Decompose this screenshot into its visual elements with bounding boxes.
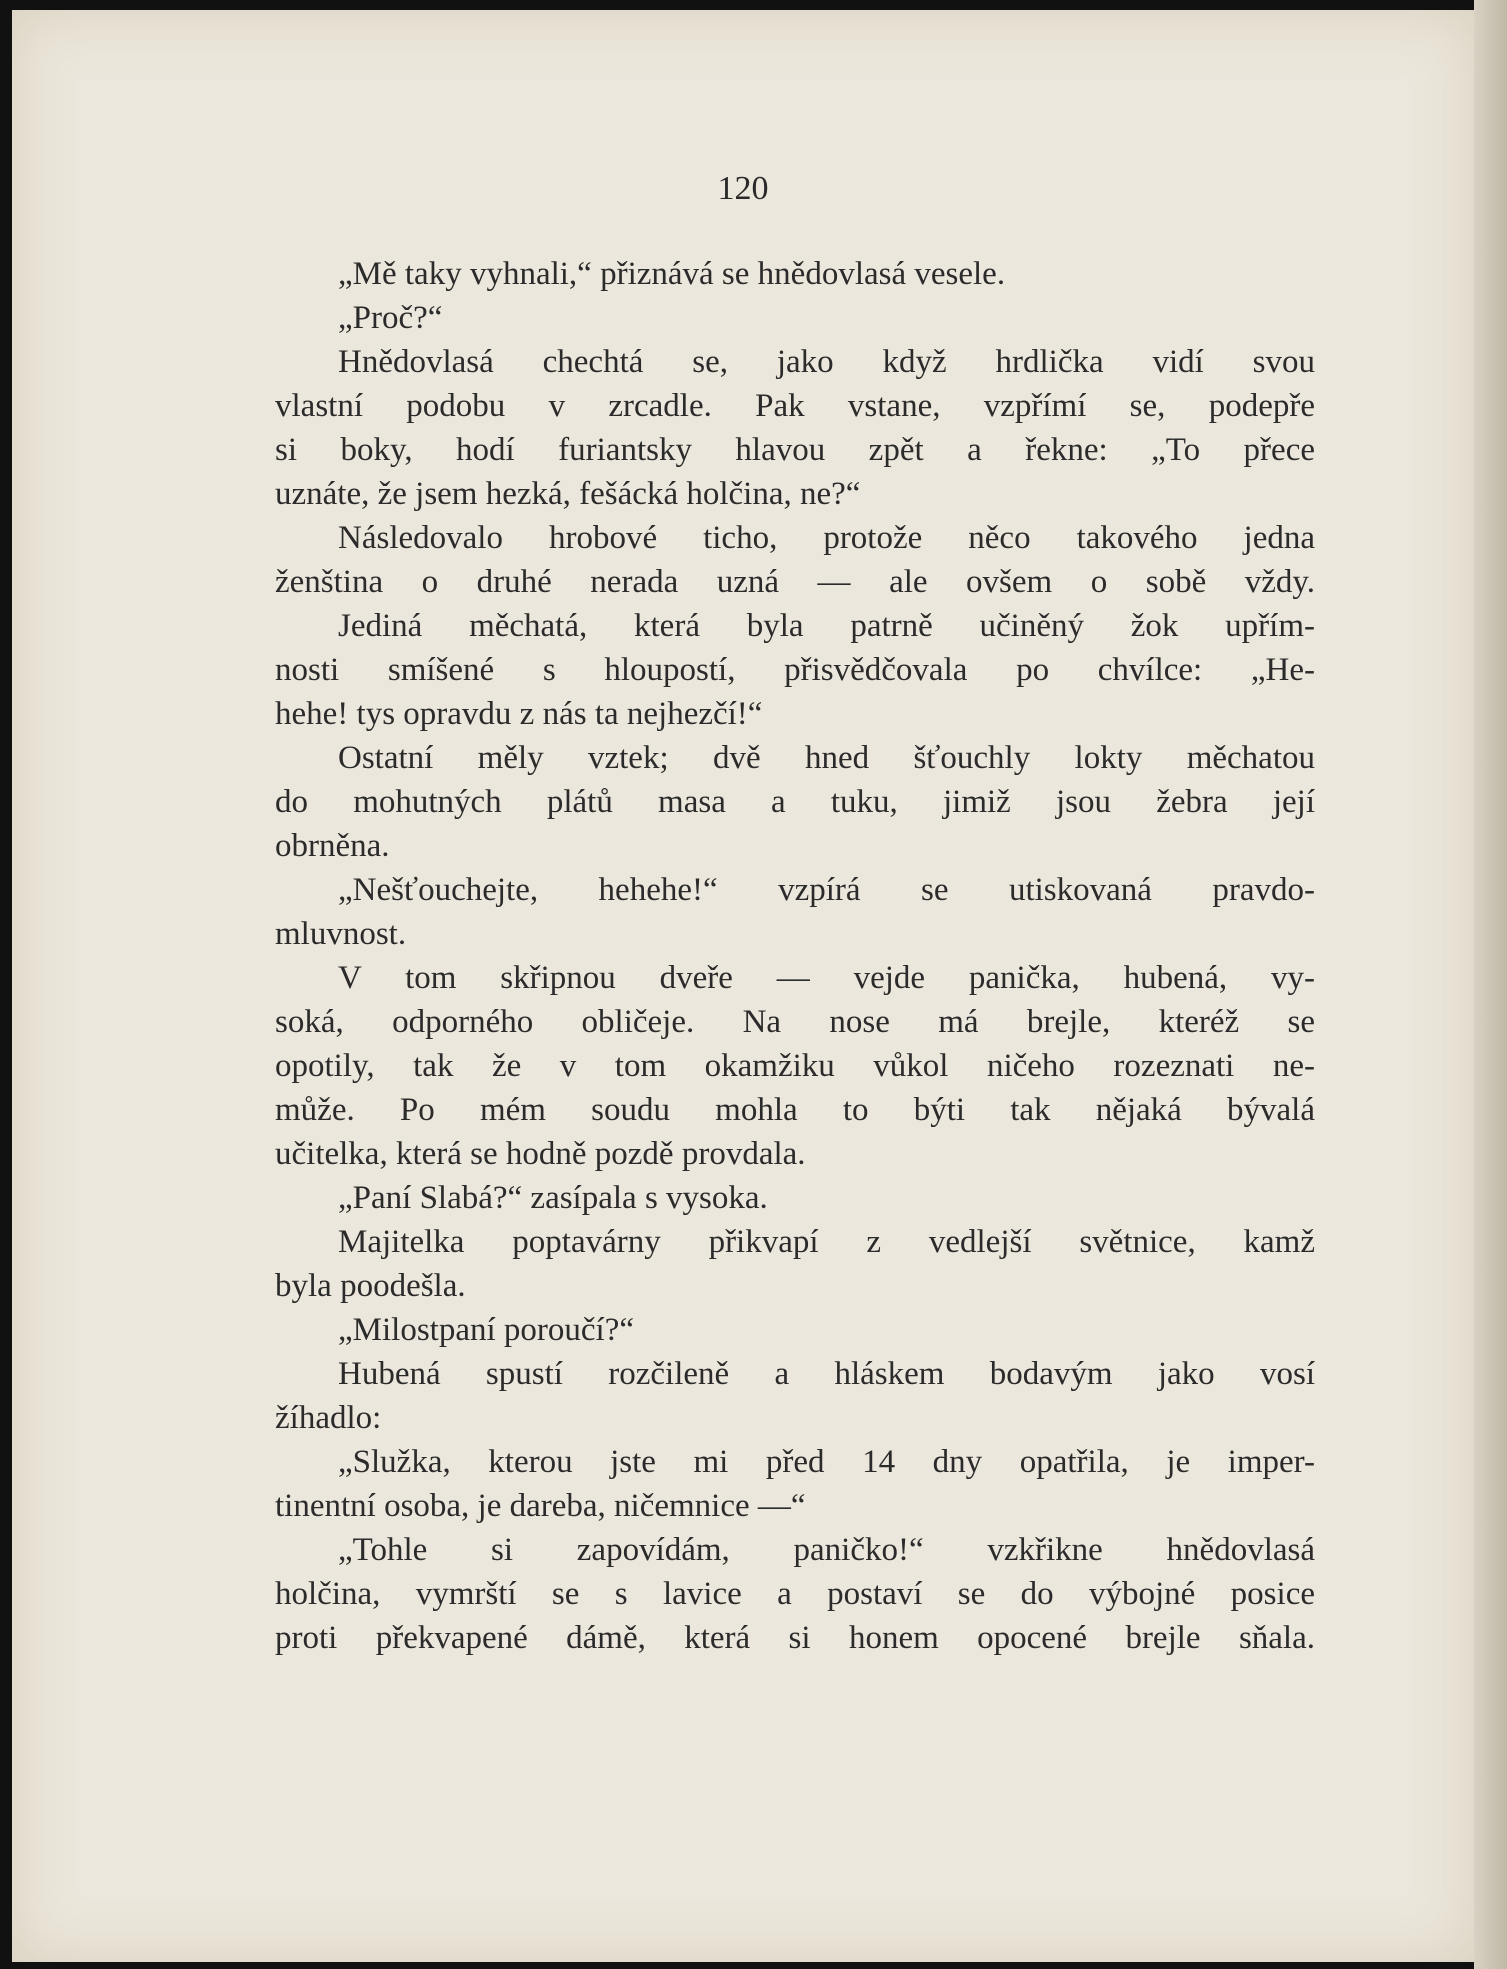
text-line: může. Po mém soudu mohla to býti tak nějaká bývalá bbox=[275, 1092, 1315, 1128]
text-line: „Milostpaní poroučí?“ bbox=[338, 1312, 635, 1348]
text-line: soká, odporného obličeje. Na nose má brejle, kteréž se bbox=[275, 1004, 1315, 1040]
text-line: proti překvapené dámě, která si honem opocené brejle sňala. bbox=[275, 1620, 1315, 1656]
text-line: hehe! tys opravdu z nás ta nejhezčí!“ bbox=[275, 696, 763, 732]
body-text bbox=[275, 252, 1315, 1660]
page-number: 120 bbox=[717, 170, 769, 207]
text-line: „Proč?“ bbox=[338, 300, 443, 336]
text-line: Ostatní měly vztek; dvě hned šťouchly lokty měchatou bbox=[338, 740, 1315, 776]
book-page bbox=[12, 10, 1474, 1962]
text-line: byla poodešla. bbox=[275, 1268, 466, 1304]
page-edge bbox=[1474, 0, 1507, 1969]
text-line: opotily, tak že v tom okamžiku vůkol ničeho rozeznati ne- bbox=[275, 1048, 1315, 1084]
text-line: žíhadlo: bbox=[275, 1400, 382, 1436]
text-line: Majitelka poptavárny přikvapí z vedlejší světnice, kamž bbox=[338, 1224, 1315, 1260]
text-line: tinentní osoba, je dareba, ničemnice —“ bbox=[275, 1488, 806, 1524]
text-line: si boky, hodí furiantsky hlavou zpět a řekne: „To přece bbox=[275, 432, 1315, 468]
text-line: Hubená spustí rozčileně a hláskem bodavým jako vosí bbox=[338, 1356, 1315, 1392]
text-line: „Mě taky vyhnali,“ přiznává se hnědovlasá vesele. bbox=[338, 256, 1006, 292]
text-line: vlastní podobu v zrcadle. Pak vstane, vzpřímí se, podepře bbox=[275, 388, 1315, 424]
text-line: Jediná měchatá, která byla patrně učiněný žok upřím- bbox=[338, 608, 1315, 644]
text-line: holčina, vymrští se s lavice a postaví se do výbojné posice bbox=[275, 1576, 1315, 1612]
text-line: nosti smíšené s hloupostí, přisvědčovala po chvílce: „He- bbox=[275, 652, 1315, 688]
text-line: ženština o druhé nerada uzná — ale ovšem o sobě vždy. bbox=[275, 564, 1315, 600]
text-line: Hnědovlasá chechtá se, jako když hrdlička vidí svou bbox=[338, 344, 1315, 380]
text-line: do mohutných plátů masa a tuku, jimiž jsou žebra její bbox=[275, 784, 1315, 820]
text-line: „Paní Slabá?“ zasípala s vysoka. bbox=[338, 1180, 768, 1216]
text-line: „Nešťouchejte, hehehe!“ vzpírá se utiskovaná pravdo- bbox=[338, 872, 1315, 908]
text-line: obrněna. bbox=[275, 828, 390, 864]
text-line: Následovalo hrobové ticho, protože něco takového jedna bbox=[338, 520, 1315, 556]
text-line: mluvnost. bbox=[275, 916, 407, 952]
text-line: „Tohle si zapovídám, paničko!“ vzkřikne hnědovlasá bbox=[338, 1532, 1315, 1568]
text-line: uznáte, že jsem hezká, fešácká holčina, ne?“ bbox=[275, 476, 861, 512]
text-line: V tom skřipnou dveře — vejde panička, hubená, vy- bbox=[338, 960, 1315, 996]
text-line: učitelka, která se hodně pozdě provdala. bbox=[275, 1136, 806, 1172]
text-line: „Služka, kterou jste mi před 14 dny opatřila, je imper- bbox=[338, 1444, 1315, 1480]
